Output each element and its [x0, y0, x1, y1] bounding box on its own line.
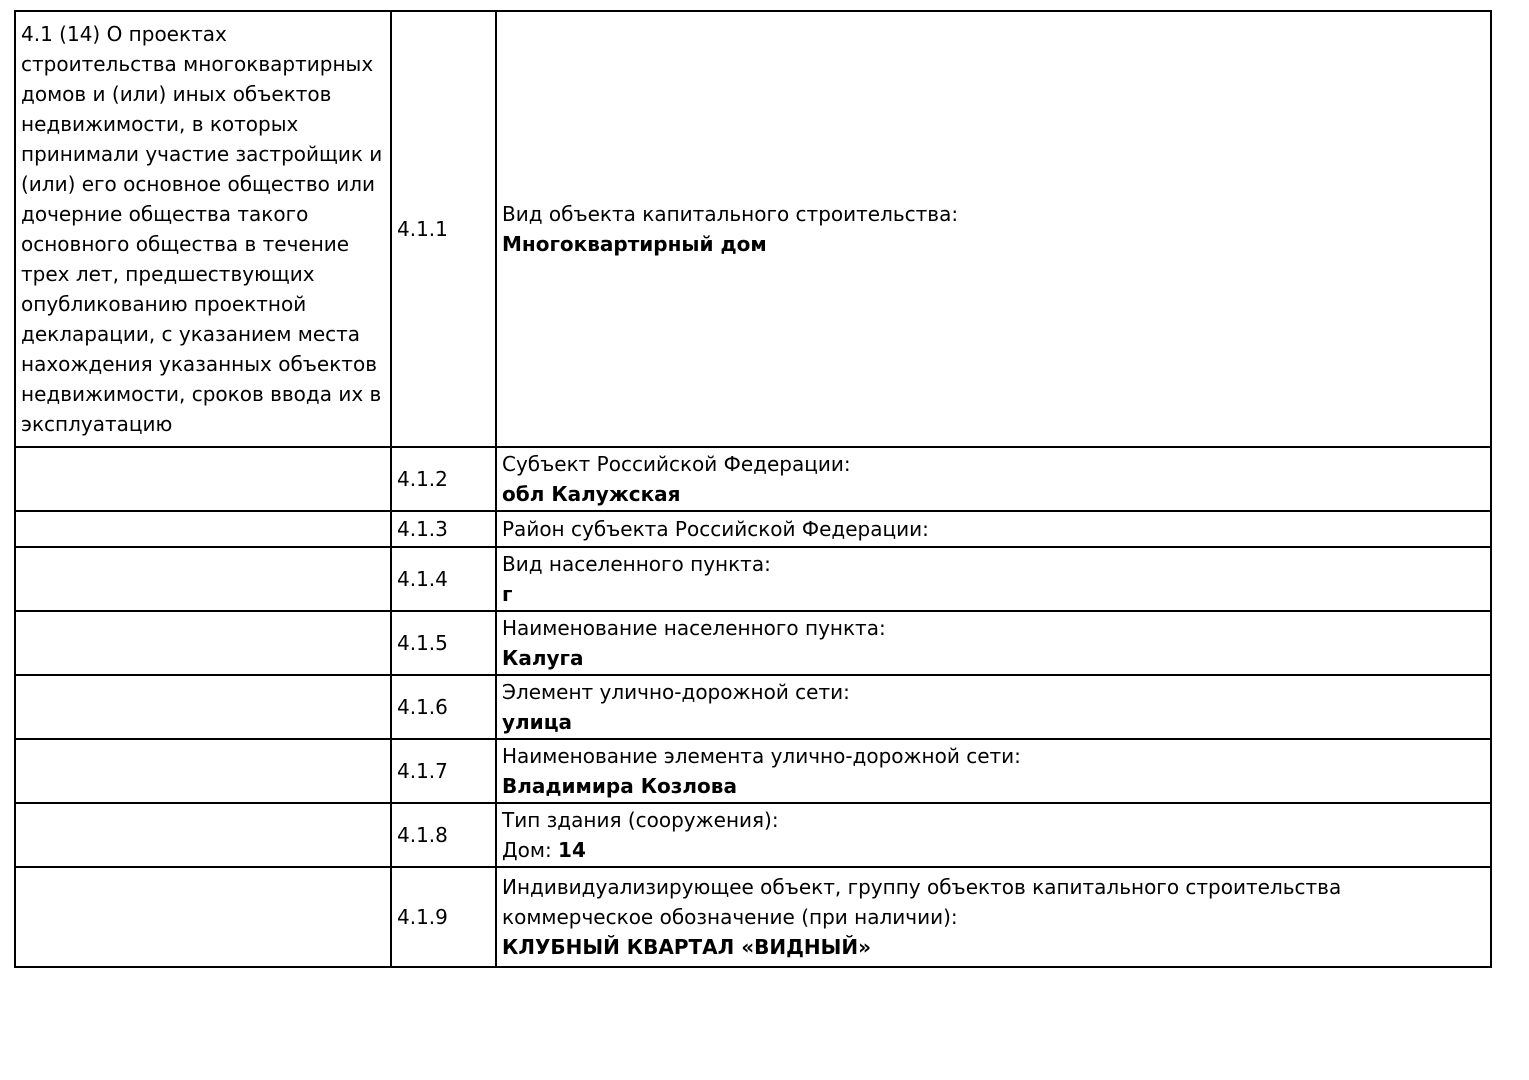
table-row — [15, 739, 1491, 803]
field-cell — [496, 547, 1491, 611]
empty-cell — [15, 447, 391, 511]
field-label: Наименование населенного пункта: — [502, 616, 886, 640]
field-cell — [496, 803, 1491, 867]
row-number: 4.1.8 — [391, 803, 496, 867]
field-cell — [496, 611, 1491, 675]
field-label: Элемент улично-дорожной сети: — [502, 680, 850, 704]
field-cell — [496, 11, 1491, 447]
field-value: обл Калужская — [502, 482, 681, 506]
field-label: Вид объекта капитального строительства: — [502, 202, 959, 226]
field-label: Индивидуализирующее объект, группу объектов капитального строительства коммерческое обозначение (при наличии): — [502, 875, 1342, 929]
field-cell — [496, 739, 1491, 803]
table-row — [15, 11, 1491, 447]
empty-cell — [15, 867, 391, 967]
project-declaration-table — [14, 10, 1492, 968]
field-label: Наименование элемента улично-дорожной сети: — [502, 744, 1021, 768]
field-cell — [496, 675, 1491, 739]
row-number: 4.1.6 — [391, 675, 496, 739]
empty-cell — [15, 803, 391, 867]
empty-cell — [15, 547, 391, 611]
table-row — [15, 447, 1491, 511]
row-number: 4.1.7 — [391, 739, 496, 803]
field-value: 14 — [558, 838, 586, 862]
field-value: Владимира Козлова — [502, 774, 737, 798]
row-number: 4.1.5 — [391, 611, 496, 675]
table-row — [15, 675, 1491, 739]
field-label: Тип здания (сооружения): — [502, 808, 779, 832]
field-value: улица — [502, 710, 573, 734]
row-number: 4.1.2 — [391, 447, 496, 511]
field-value: Многоквартирный дом — [502, 232, 767, 256]
empty-cell — [15, 611, 391, 675]
field-value: КЛУБНЫЙ КВАРТАЛ «ВИДНЫЙ» — [502, 935, 872, 959]
row-number: 4.1.9 — [391, 867, 496, 967]
field-label: Район субъекта Российской Федерации: — [502, 517, 929, 541]
row-number: 4.1.4 — [391, 547, 496, 611]
section-description — [15, 11, 391, 447]
table-row — [15, 867, 1491, 967]
row-number: 4.1.1 — [391, 11, 496, 447]
empty-cell — [15, 675, 391, 739]
field-value: г — [502, 582, 513, 606]
table-row — [15, 611, 1491, 675]
field-label: Вид населенного пункта: — [502, 552, 771, 576]
field-cell — [496, 867, 1491, 967]
field-value-prefix: Дом: — [502, 838, 559, 862]
section-description-text: 4.1 (14) О проектах строительства многоквартирных домов и (или) иных объектов недвижимости, в которых принимали участие застройщик и (или) его основное общество или дочерние общества такого основного общества в течение трех лет, предшествующих опубликованию проектной декларации, с указанием места нахождения указанных объектов недвижимости, сроков ввода их в эксплуатацию — [21, 22, 383, 436]
field-value: Калуга — [502, 646, 584, 670]
table-row — [15, 803, 1491, 867]
row-number: 4.1.3 — [391, 511, 496, 547]
empty-cell — [15, 739, 391, 803]
empty-cell — [15, 511, 391, 547]
field-cell — [496, 447, 1491, 511]
field-value-line — [502, 835, 1485, 865]
table-row — [15, 547, 1491, 611]
table-row — [15, 511, 1491, 547]
field-label: Субъект Российской Федерации: — [502, 452, 851, 476]
field-cell — [496, 511, 1491, 547]
